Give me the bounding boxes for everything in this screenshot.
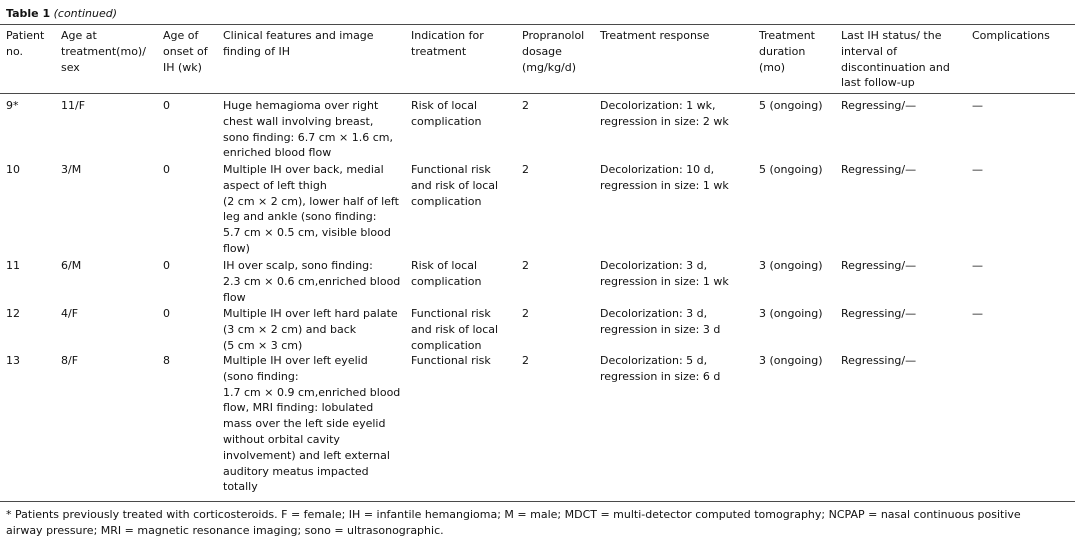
cell-treatment-response <box>600 162 729 194</box>
header-line: Age of <box>163 29 199 42</box>
cell-line: regression in size: 6 d <box>600 369 721 383</box>
cell-line: 4/F <box>61 307 79 320</box>
cell-line: Decolorization: 1 wk, <box>600 99 716 112</box>
cell-line: Decolorization: 10 d, <box>600 163 715 176</box>
header-line: discontinuation and <box>841 60 950 74</box>
header-last-status <box>841 28 950 91</box>
cell-line: complication <box>411 114 482 128</box>
cell-last-status <box>841 306 916 322</box>
cell-line: 2.3 cm × 0.6 cm,enriched blood <box>223 274 401 288</box>
cell-patient-no <box>6 98 19 114</box>
cell-line: Multiple IH over left hard palate <box>223 307 398 320</box>
cell-patient-no <box>6 258 20 274</box>
cell-last-status <box>841 162 916 178</box>
header-line: Indication for <box>411 29 484 42</box>
cell-line: 2 <box>522 354 529 367</box>
header-dosage <box>522 28 584 75</box>
cell-line: complication <box>411 338 482 352</box>
header-line: Treatment response <box>600 29 710 42</box>
cell-clinical-features <box>223 258 400 305</box>
header-line: (mg/kg/d) <box>522 60 577 74</box>
cell-age-sex <box>61 98 85 114</box>
header-treatment-response <box>600 28 709 44</box>
cell-onset-age <box>163 162 170 178</box>
cell-line: flow <box>223 290 246 304</box>
footnote-line: airway pressure; MRI = magnetic resonance imaging; sono = ultrasonographic. <box>6 523 444 537</box>
cell-line: regression in size: 1 wk <box>600 274 729 288</box>
header-line: treatment <box>411 44 467 58</box>
cell-duration <box>759 306 823 322</box>
header-line: Last IH status/ the <box>841 29 942 42</box>
cell-line: without orbital cavity <box>223 432 340 446</box>
cell-line: Regressing/— <box>841 259 917 272</box>
cell-complications <box>972 306 983 322</box>
header-line: last follow-up <box>841 76 915 90</box>
cell-line: IH over scalp, sono finding: <box>223 259 373 272</box>
cell-line: — <box>972 259 983 272</box>
cell-line: 0 <box>163 307 170 320</box>
cell-line: complication <box>411 194 482 208</box>
cell-onset-age <box>163 306 170 322</box>
header-complications <box>972 28 1050 44</box>
header-duration <box>759 28 815 75</box>
header-line: (mo) <box>759 60 786 74</box>
cell-line: — <box>972 163 983 176</box>
cell-indication <box>411 162 498 209</box>
cell-line: Regressing/— <box>841 354 917 367</box>
cell-line: (2 cm × 2 cm), lower half of left <box>223 194 399 208</box>
cell-line: 2 <box>522 163 529 176</box>
cell-line: 6/M <box>61 259 82 272</box>
cell-line: 2 <box>522 259 529 272</box>
cell-line: 11 <box>6 259 20 272</box>
header-line: Complications <box>972 29 1050 42</box>
cell-clinical-features <box>223 306 398 353</box>
cell-age-sex <box>61 258 81 274</box>
cell-patient-no <box>6 306 20 322</box>
cell-line: Risk of local <box>411 259 478 272</box>
cell-duration <box>759 258 823 274</box>
cell-line: 3 (ongoing) <box>759 259 823 272</box>
cell-line: Decolorization: 3 d, <box>600 259 708 272</box>
cell-line: auditory meatus impacted <box>223 464 369 478</box>
header-line: IH (wk) <box>163 60 202 74</box>
cell-line: 1.7 cm × 0.9 cm,enriched blood <box>223 385 401 399</box>
cell-last-status <box>841 98 916 114</box>
cell-line: 13 <box>6 354 20 367</box>
cell-line: Huge hemagioma over right <box>223 99 379 112</box>
header-line: Clinical features and image <box>223 29 374 42</box>
cell-line: 8 <box>163 354 170 367</box>
cell-dosage <box>522 258 529 274</box>
cell-line: (3 cm × 2 cm) and back <box>223 322 357 336</box>
cell-age-sex <box>61 353 78 369</box>
cell-line: — <box>972 99 983 112</box>
cell-line: 3 (ongoing) <box>759 307 823 320</box>
cell-indication <box>411 98 481 130</box>
cell-dosage <box>522 98 529 114</box>
header-line: finding of IH <box>223 44 291 58</box>
cell-treatment-response <box>600 306 720 338</box>
cell-line: Regressing/— <box>841 163 917 176</box>
header-line: Treatment <box>759 29 815 42</box>
cell-line: mass over the left side eyelid <box>223 417 386 431</box>
cell-line: 3/M <box>61 163 82 176</box>
cell-line: flow) <box>223 241 250 255</box>
cell-onset-age <box>163 98 170 114</box>
cell-indication <box>411 353 491 369</box>
cell-line: Functional risk <box>411 307 491 320</box>
cell-age-sex <box>61 306 78 322</box>
header-line: sex <box>61 60 80 74</box>
cell-line: 2 <box>522 307 529 320</box>
cell-complications <box>972 258 983 274</box>
cell-treatment-response <box>600 258 729 290</box>
cell-dosage <box>522 353 529 369</box>
cell-treatment-response <box>600 98 729 130</box>
header-line: Patient <box>6 29 45 42</box>
cell-line: Functional risk <box>411 354 491 367</box>
cell-line: 0 <box>163 99 170 112</box>
header-age-sex <box>61 28 146 75</box>
cell-line: regression in size: 1 wk <box>600 178 729 192</box>
cell-line: 11/F <box>61 99 86 112</box>
header-line: no. <box>6 44 24 58</box>
header-patient-no <box>6 28 44 60</box>
header-clinical-features <box>223 28 374 60</box>
cell-onset-age <box>163 353 170 369</box>
cell-patient-no <box>6 162 20 178</box>
header-rule <box>0 93 1075 94</box>
caption-rule <box>0 24 1075 25</box>
cell-line: 5.7 cm × 0.5 cm, visible blood <box>223 226 391 240</box>
header-indication <box>411 28 484 60</box>
header-line: interval of <box>841 44 898 58</box>
header-onset-age <box>163 28 208 75</box>
cell-line: sono finding: 6.7 cm × 1.6 cm, <box>223 130 393 144</box>
cell-line: — <box>972 307 983 320</box>
cell-line: and risk of local <box>411 322 499 336</box>
cell-patient-no <box>6 353 20 369</box>
cell-duration <box>759 162 823 178</box>
cell-line: aspect of left thigh <box>223 178 327 192</box>
cell-treatment-response <box>600 353 720 385</box>
header-line: duration <box>759 44 806 58</box>
cell-line: Decolorization: 5 d, <box>600 354 708 367</box>
cell-line: and risk of local <box>411 178 499 192</box>
cell-onset-age <box>163 258 170 274</box>
cell-line: Regressing/— <box>841 99 917 112</box>
cell-line: 9* <box>6 99 19 112</box>
cell-line: regression in size: 3 d <box>600 322 721 336</box>
header-line: treatment(mo)/ <box>61 44 146 58</box>
cell-duration <box>759 353 823 369</box>
cell-age-sex <box>61 162 81 178</box>
cell-complications <box>972 162 983 178</box>
cell-line: (5 cm × 3 cm) <box>223 338 303 352</box>
cell-indication <box>411 306 498 353</box>
cell-last-status <box>841 258 916 274</box>
footnote-line: * Patients previously treated with corticosteroids. F = female; IH = infantile hemangioma; M = male; MDCT = multi-detector computed tomography; NCPAP = nasal continuous positive <box>6 508 1021 521</box>
cell-line: Functional risk <box>411 163 491 176</box>
cell-clinical-features <box>223 353 400 495</box>
table-label: Table 1 <box>6 7 51 20</box>
cell-clinical-features <box>223 162 399 257</box>
cell-line: chest wall involving breast, <box>223 114 374 128</box>
cell-line: Multiple IH over back, medial <box>223 163 384 176</box>
table-bottom-rule <box>0 501 1075 502</box>
cell-dosage <box>522 306 529 322</box>
cell-line: complication <box>411 274 482 288</box>
cell-line: leg and ankle (sono finding: <box>223 210 377 224</box>
cell-complications <box>972 98 983 114</box>
table-continued-note: (continued) <box>53 7 118 20</box>
header-line: Propranolol <box>522 29 585 42</box>
table-caption <box>6 7 117 21</box>
cell-line: Multiple IH over left eyelid <box>223 354 368 367</box>
cell-line: 10 <box>6 163 20 176</box>
cell-line: 5 (ongoing) <box>759 163 823 176</box>
cell-line: totally <box>223 480 258 494</box>
cell-line: flow, MRI finding: lobulated <box>223 401 374 415</box>
cell-line: involvement) and left external <box>223 448 390 462</box>
cell-dosage <box>522 162 529 178</box>
cell-duration <box>759 98 823 114</box>
cell-clinical-features <box>223 98 393 161</box>
cell-line: Risk of local <box>411 99 478 112</box>
cell-line: regression in size: 2 wk <box>600 114 729 128</box>
cell-line: 0 <box>163 163 170 176</box>
cell-line: 12 <box>6 307 20 320</box>
header-line: onset of <box>163 44 208 58</box>
cell-line: 5 (ongoing) <box>759 99 823 112</box>
cell-line: 2 <box>522 99 529 112</box>
cell-indication <box>411 258 481 290</box>
table-footnote <box>6 507 1074 539</box>
header-line: dosage <box>522 44 562 58</box>
cell-line: Regressing/— <box>841 307 917 320</box>
cell-line: (sono finding: <box>223 369 299 383</box>
cell-line: enriched blood flow <box>223 146 332 160</box>
cell-last-status <box>841 353 916 369</box>
header-line: Age at <box>61 29 97 42</box>
cell-line: Decolorization: 3 d, <box>600 307 708 320</box>
cell-line: 8/F <box>61 354 79 367</box>
cell-line: 0 <box>163 259 170 272</box>
cell-line: 3 (ongoing) <box>759 354 823 367</box>
